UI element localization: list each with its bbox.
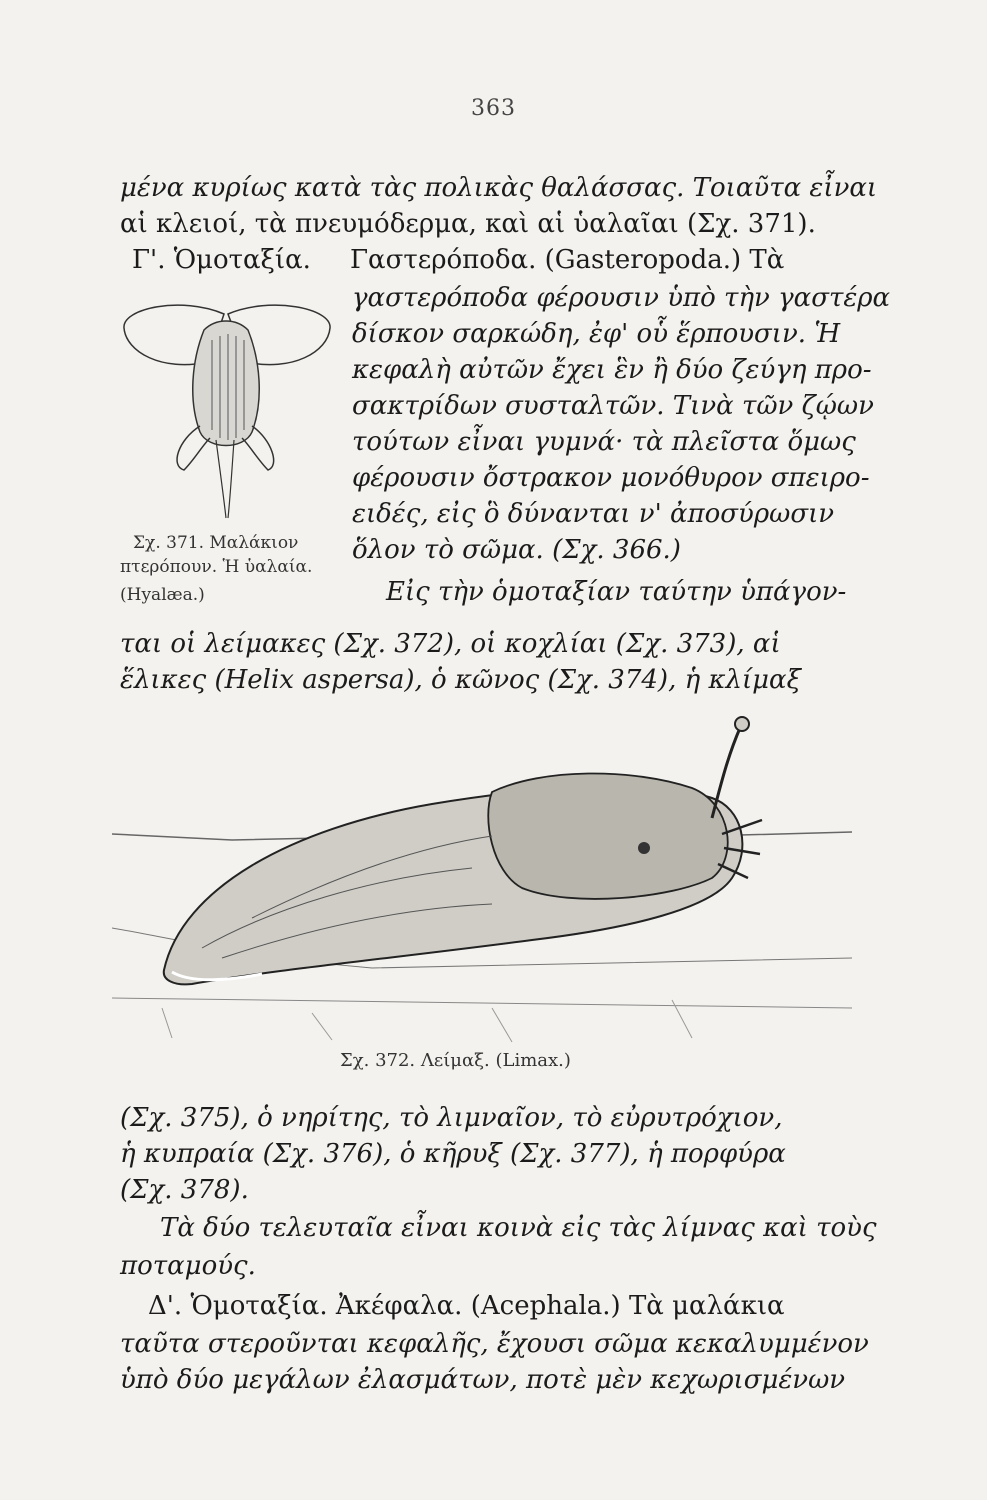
body-line: (Σχ. 375), ὁ νηρίτης, τὸ λιμναῖον, τὸ εὐρυτρόχιον,	[120, 1103, 783, 1133]
page-number: 363	[471, 96, 516, 121]
section-g-label: Γ'. Ὁμοταξία.	[132, 245, 311, 275]
right-col-line: Εἰς τὴν ὁμοταξίαν ταύτην ὑπάγον-	[386, 577, 847, 607]
body-line: μένα κυρίως κατὰ τὰς πολικὰς θαλάσσας. Τοιαῦτα εἶναι	[120, 173, 878, 203]
fig371-caption-line: Σχ. 371. Μαλάκιον	[133, 533, 299, 553]
right-col-line: ὅλον τὸ σῶμα. (Σχ. 366.)	[352, 535, 681, 565]
limax-figure	[112, 708, 852, 1048]
body-line: ὑπὸ δύο μεγάλων ἐλασμάτων, ποτὲ μὲν κεχωρισμένων	[120, 1365, 846, 1395]
body-line: (Σχ. 378).	[120, 1175, 249, 1205]
body-line: αἱ κλειοί, τὰ πνευμόδερμα, καὶ αἱ ὑαλαῖαι (Σχ. 371).	[120, 209, 816, 239]
right-col-line: φέρουσιν ὄστρακον μονόθυρον σπειρο-	[352, 463, 870, 493]
body-line: ταῦτα στεροῦνται κεφαλῆς, ἔχουσι σῶμα κεκαλυμμένον	[120, 1329, 869, 1359]
right-col-line: σακτρίδων συσταλτῶν. Τινὰ τῶν ζῴων	[352, 391, 874, 421]
right-col-line: ειδές, εἰς ὃ δύνανται ν' ἀποσύρωσιν	[352, 499, 835, 529]
section-d-line: Δ'. Ὁμοταξία. Ἀκέφαλα. (Acephala.) Τὰ μαλάκια	[148, 1291, 785, 1321]
body-line: ἕλικες (Helix aspersa), ὁ κῶνος (Σχ. 374), ἡ κλίμαξ	[120, 665, 801, 695]
body-line: ἡ κυπραία (Σχ. 376), ὁ κῆρυξ (Σχ. 377), ἡ πορφύρα	[120, 1139, 786, 1169]
section-g-title: Γαστερόποδα. (Gasteropoda.) Τὰ	[350, 245, 785, 275]
body-line: ται οἱ λείμακες (Σχ. 372), οἱ κοχλίαι (Σχ. 373), αἱ	[120, 629, 781, 659]
body-line: ποταμούς.	[120, 1251, 256, 1281]
fig371-caption-line: πτερόπουν. Ἡ ὑαλαία.	[120, 557, 313, 577]
body-line: Τὰ δύο τελευταῖα εἶναι κοινὰ εἰς τὰς λίμνας καὶ τοὺς	[160, 1213, 877, 1243]
right-col-line: τούτων εἶναι γυμνά· τὰ πλεῖστα ὅμως	[352, 427, 856, 457]
right-col-line: κεφαλὴ αὐτῶν ἔχει ἓν ἢ δύο ζεύγη προ-	[352, 355, 872, 385]
right-col-line: δίσκον σαρκώδη, ἐφ' οὗ ἕρπουσιν. Ἡ	[352, 319, 841, 349]
fig371-caption-line: (Hyalæa.)	[120, 585, 205, 605]
fig372-caption: Σχ. 372. Λείμαξ. (Limax.)	[340, 1050, 571, 1071]
right-col-line: γαστερόποδα φέρουσιν ὑπὸ τὴν γαστέρα	[352, 283, 891, 313]
hyalaea-figure	[112, 300, 340, 522]
